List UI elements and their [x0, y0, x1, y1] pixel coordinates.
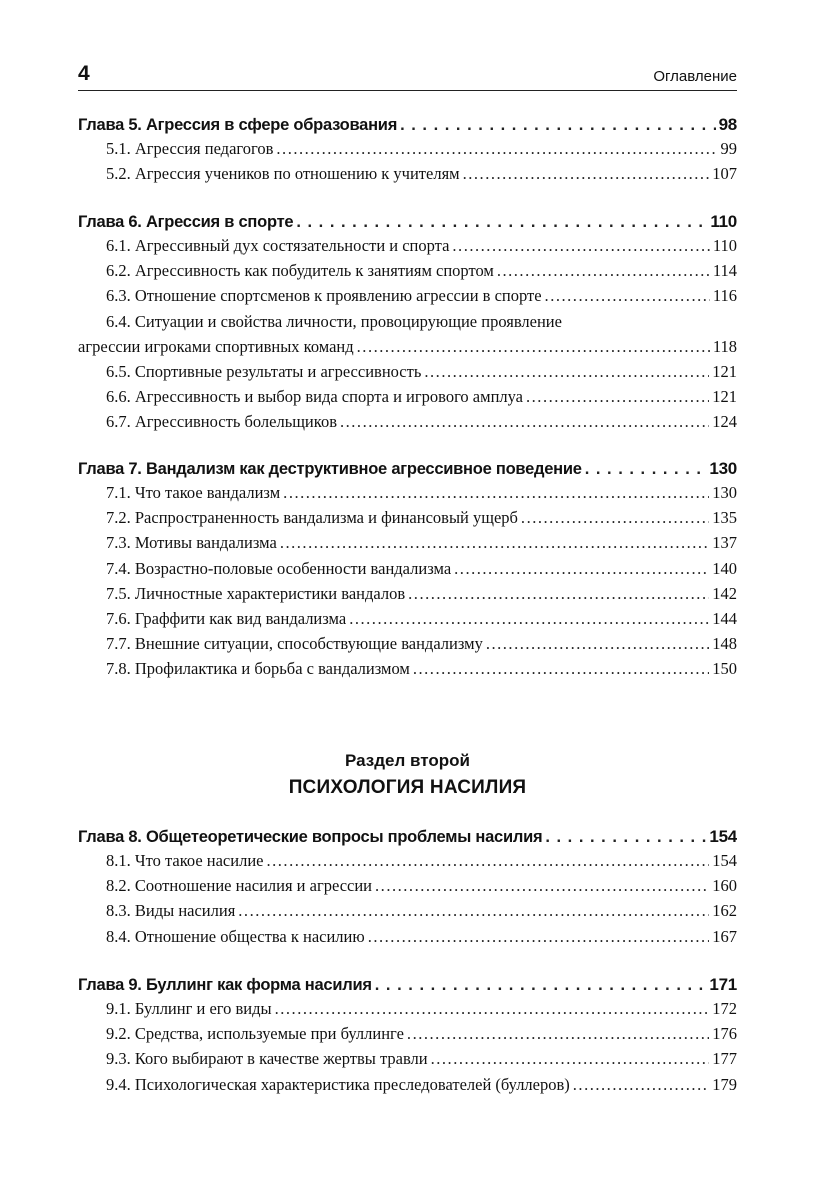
section-page: 160: [712, 876, 737, 896]
section-title: 6.7. Агрессивность болельщиков: [106, 412, 337, 432]
section-page: 172: [712, 999, 737, 1018]
section-page: 142: [712, 583, 737, 603]
section-entry[interactable]: [78, 387, 737, 412]
toc-chapter-7: [78, 459, 737, 685]
section-page: 177: [712, 1049, 737, 1069]
section-title: 8.2. Соотношение насилия и агрессии: [106, 876, 373, 896]
section-entry[interactable]: [78, 362, 737, 387]
leader-dots: [280, 533, 709, 553]
leader-dots: [545, 828, 706, 847]
chapter-entry[interactable]: [78, 827, 737, 851]
section-entry[interactable]: [78, 609, 737, 634]
chapter-page: 130: [709, 459, 737, 478]
section-title: 7.3. Мотивы вандализма: [106, 533, 277, 553]
leader-dots: [296, 213, 707, 232]
section-entry-multiline[interactable]: [78, 312, 737, 337]
chapter-entry[interactable]: [78, 212, 737, 236]
section-entry[interactable]: [78, 1024, 737, 1049]
toc-chapter-5: [78, 115, 737, 189]
leader-dots: [486, 634, 709, 654]
leader-dots: [424, 362, 709, 382]
section-entry[interactable]: [78, 584, 737, 609]
section-entry-continuation[interactable]: [78, 337, 737, 362]
section-entry[interactable]: [78, 508, 737, 533]
leader-dots: [283, 483, 709, 503]
section-page: 99: [720, 139, 737, 158]
leader-dots: [368, 927, 710, 947]
chapter-title: Глава 6. Агрессия в спорте: [78, 213, 294, 231]
section-entry[interactable]: [78, 659, 737, 684]
page-header: [78, 62, 737, 91]
leader-dots: [573, 1075, 709, 1095]
section-page: 135: [712, 508, 737, 528]
leader-dots: [375, 876, 709, 896]
chapter-page: 98: [718, 115, 737, 134]
section-page: 167: [712, 926, 737, 946]
chapter-title: Глава 7. Вандализм как деструктивное агрессивное поведение: [78, 460, 582, 478]
section-entry[interactable]: [78, 851, 737, 876]
section-page: 124: [712, 412, 737, 432]
section-title-line-1: [106, 312, 737, 337]
section-entry[interactable]: [78, 261, 737, 286]
section-entry[interactable]: [78, 901, 737, 926]
section-title: 9.3. Кого выбирают в качестве жертвы травли: [106, 1049, 428, 1069]
chapter-entry[interactable]: [78, 975, 737, 999]
running-title: Оглавление: [653, 68, 737, 85]
leader-dots: [545, 286, 710, 306]
section-page: 114: [712, 261, 737, 281]
section-entry[interactable]: [78, 412, 737, 437]
section-entry[interactable]: [78, 164, 737, 189]
section-entry[interactable]: [78, 999, 737, 1024]
section-title: 7.7. Внешние ситуации, способствующие вандализму: [106, 634, 483, 654]
section-page: 116: [712, 286, 737, 306]
section-page: 148: [712, 634, 737, 654]
page-number: 4: [78, 62, 90, 85]
part-title: ПСИХОЛОГИЯ НАСИЛИЯ: [288, 777, 527, 798]
leader-dots: [452, 236, 709, 256]
section-title: 6.2. Агрессивность как побудитель к занятиям спортом: [106, 261, 494, 281]
section-page: 176: [712, 1024, 737, 1044]
section-title: 7.4. Возрастно-половые особенности вандализма: [106, 558, 452, 578]
section-title: 7.8. Профилактика и борьба с вандализмом: [106, 659, 410, 679]
section-title: 5.1. Агрессия педагогов: [106, 139, 274, 158]
leader-dots: [454, 559, 709, 579]
section-entry[interactable]: [78, 927, 737, 952]
toc-chapter-6: [78, 212, 737, 438]
part-subtitle: Раздел второй: [345, 751, 470, 770]
chapter-title: Глава 9. Буллинг как форма насилия: [78, 976, 372, 994]
leader-dots: [407, 1024, 709, 1044]
chapter-entry[interactable]: [78, 459, 737, 483]
leader-dots: [585, 460, 707, 479]
section-title: агрессии игроками спортивных команд: [78, 336, 354, 356]
section-entry[interactable]: [78, 1075, 737, 1100]
section-title: 6.4. Ситуации и свойства личности, провоцирующие проявление: [106, 311, 562, 331]
section-page: 154: [712, 851, 737, 870]
chapter-entry[interactable]: [78, 115, 737, 139]
leader-dots: [497, 261, 710, 281]
leader-dots: [275, 999, 710, 1019]
leader-dots: [276, 139, 717, 159]
section-title: 7.6. Граффити как вид вандализма: [106, 608, 347, 628]
chapter-title: Глава 8. Общетеоретические вопросы проблемы насилия: [78, 828, 543, 846]
section-page: 121: [712, 387, 737, 407]
section-title: 7.5. Личностные характеристики вандалов: [106, 583, 406, 603]
section-entry[interactable]: [78, 286, 737, 311]
leader-dots: [431, 1049, 710, 1069]
section-title: 9.1. Буллинг и его виды: [106, 999, 272, 1018]
section-page: 144: [712, 608, 737, 628]
section-entry[interactable]: [78, 559, 737, 584]
section-title: 6.3. Отношение спортсменов к проявлению агрессии в спорте: [106, 286, 542, 306]
toc-chapter-9: [78, 975, 737, 1100]
section-page: 121: [712, 361, 737, 381]
section-title: 9.2. Средства, используемые при буллинге: [106, 1024, 404, 1044]
chapter-page: 154: [709, 827, 737, 846]
leader-dots: [400, 116, 715, 135]
leader-dots: [340, 412, 709, 432]
leader-dots: [408, 584, 709, 604]
chapter-page: 171: [709, 975, 737, 994]
section-page: 118: [712, 336, 737, 356]
section-title: 7.1. Что такое вандализм: [106, 483, 281, 502]
section-title: 8.1. Что такое насилие: [106, 851, 264, 870]
leader-dots: [526, 387, 709, 407]
section-entry[interactable]: [78, 483, 737, 508]
leader-dots: [463, 164, 710, 184]
section-title: 8.3. Виды насилия: [106, 901, 236, 921]
section-page: 140: [712, 558, 737, 578]
section-entry[interactable]: [78, 236, 737, 261]
section-page: 107: [712, 164, 737, 184]
section-page: 150: [712, 659, 737, 679]
section-page: 110: [712, 236, 737, 255]
section-title: 7.2. Распространенность вандализма и финансовый ущерб: [106, 508, 518, 528]
section-title: 6.5. Спортивные результаты и агрессивность: [106, 361, 422, 381]
leader-dots: [349, 609, 709, 629]
section-entry[interactable]: [78, 533, 737, 558]
section-page: 162: [712, 901, 737, 921]
section-page: 130: [712, 483, 737, 502]
section-page: 179: [712, 1074, 737, 1094]
chapter-page: 110: [710, 212, 737, 231]
section-entry[interactable]: [78, 876, 737, 901]
section-title: 8.4. Отношение общества к насилию: [106, 926, 365, 946]
section-title: 6.6. Агрессивность и выбор вида спорта и игрового амплуа: [106, 387, 523, 407]
leader-dots: [238, 901, 709, 921]
section-page: 137: [712, 533, 737, 553]
leader-dots: [375, 976, 707, 995]
leader-dots: [357, 337, 710, 357]
leader-dots: [413, 659, 709, 679]
chapter-title: Глава 5. Агрессия в сфере образования: [78, 116, 398, 134]
toc-chapter-8: [78, 827, 737, 952]
section-title: 9.4. Психологическая характеристика преследователей (буллеров): [106, 1074, 570, 1094]
section-entry[interactable]: [78, 634, 737, 659]
section-entry[interactable]: [78, 139, 737, 164]
section-title: 5.2. Агрессия учеников по отношению к учителям: [106, 164, 460, 184]
section-entry[interactable]: [78, 1049, 737, 1074]
section-title: 6.1. Агрессивный дух состязательности и спорта: [106, 236, 450, 255]
part-heading: [78, 751, 737, 805]
leader-dots: [266, 851, 709, 871]
leader-dots: [521, 508, 709, 528]
